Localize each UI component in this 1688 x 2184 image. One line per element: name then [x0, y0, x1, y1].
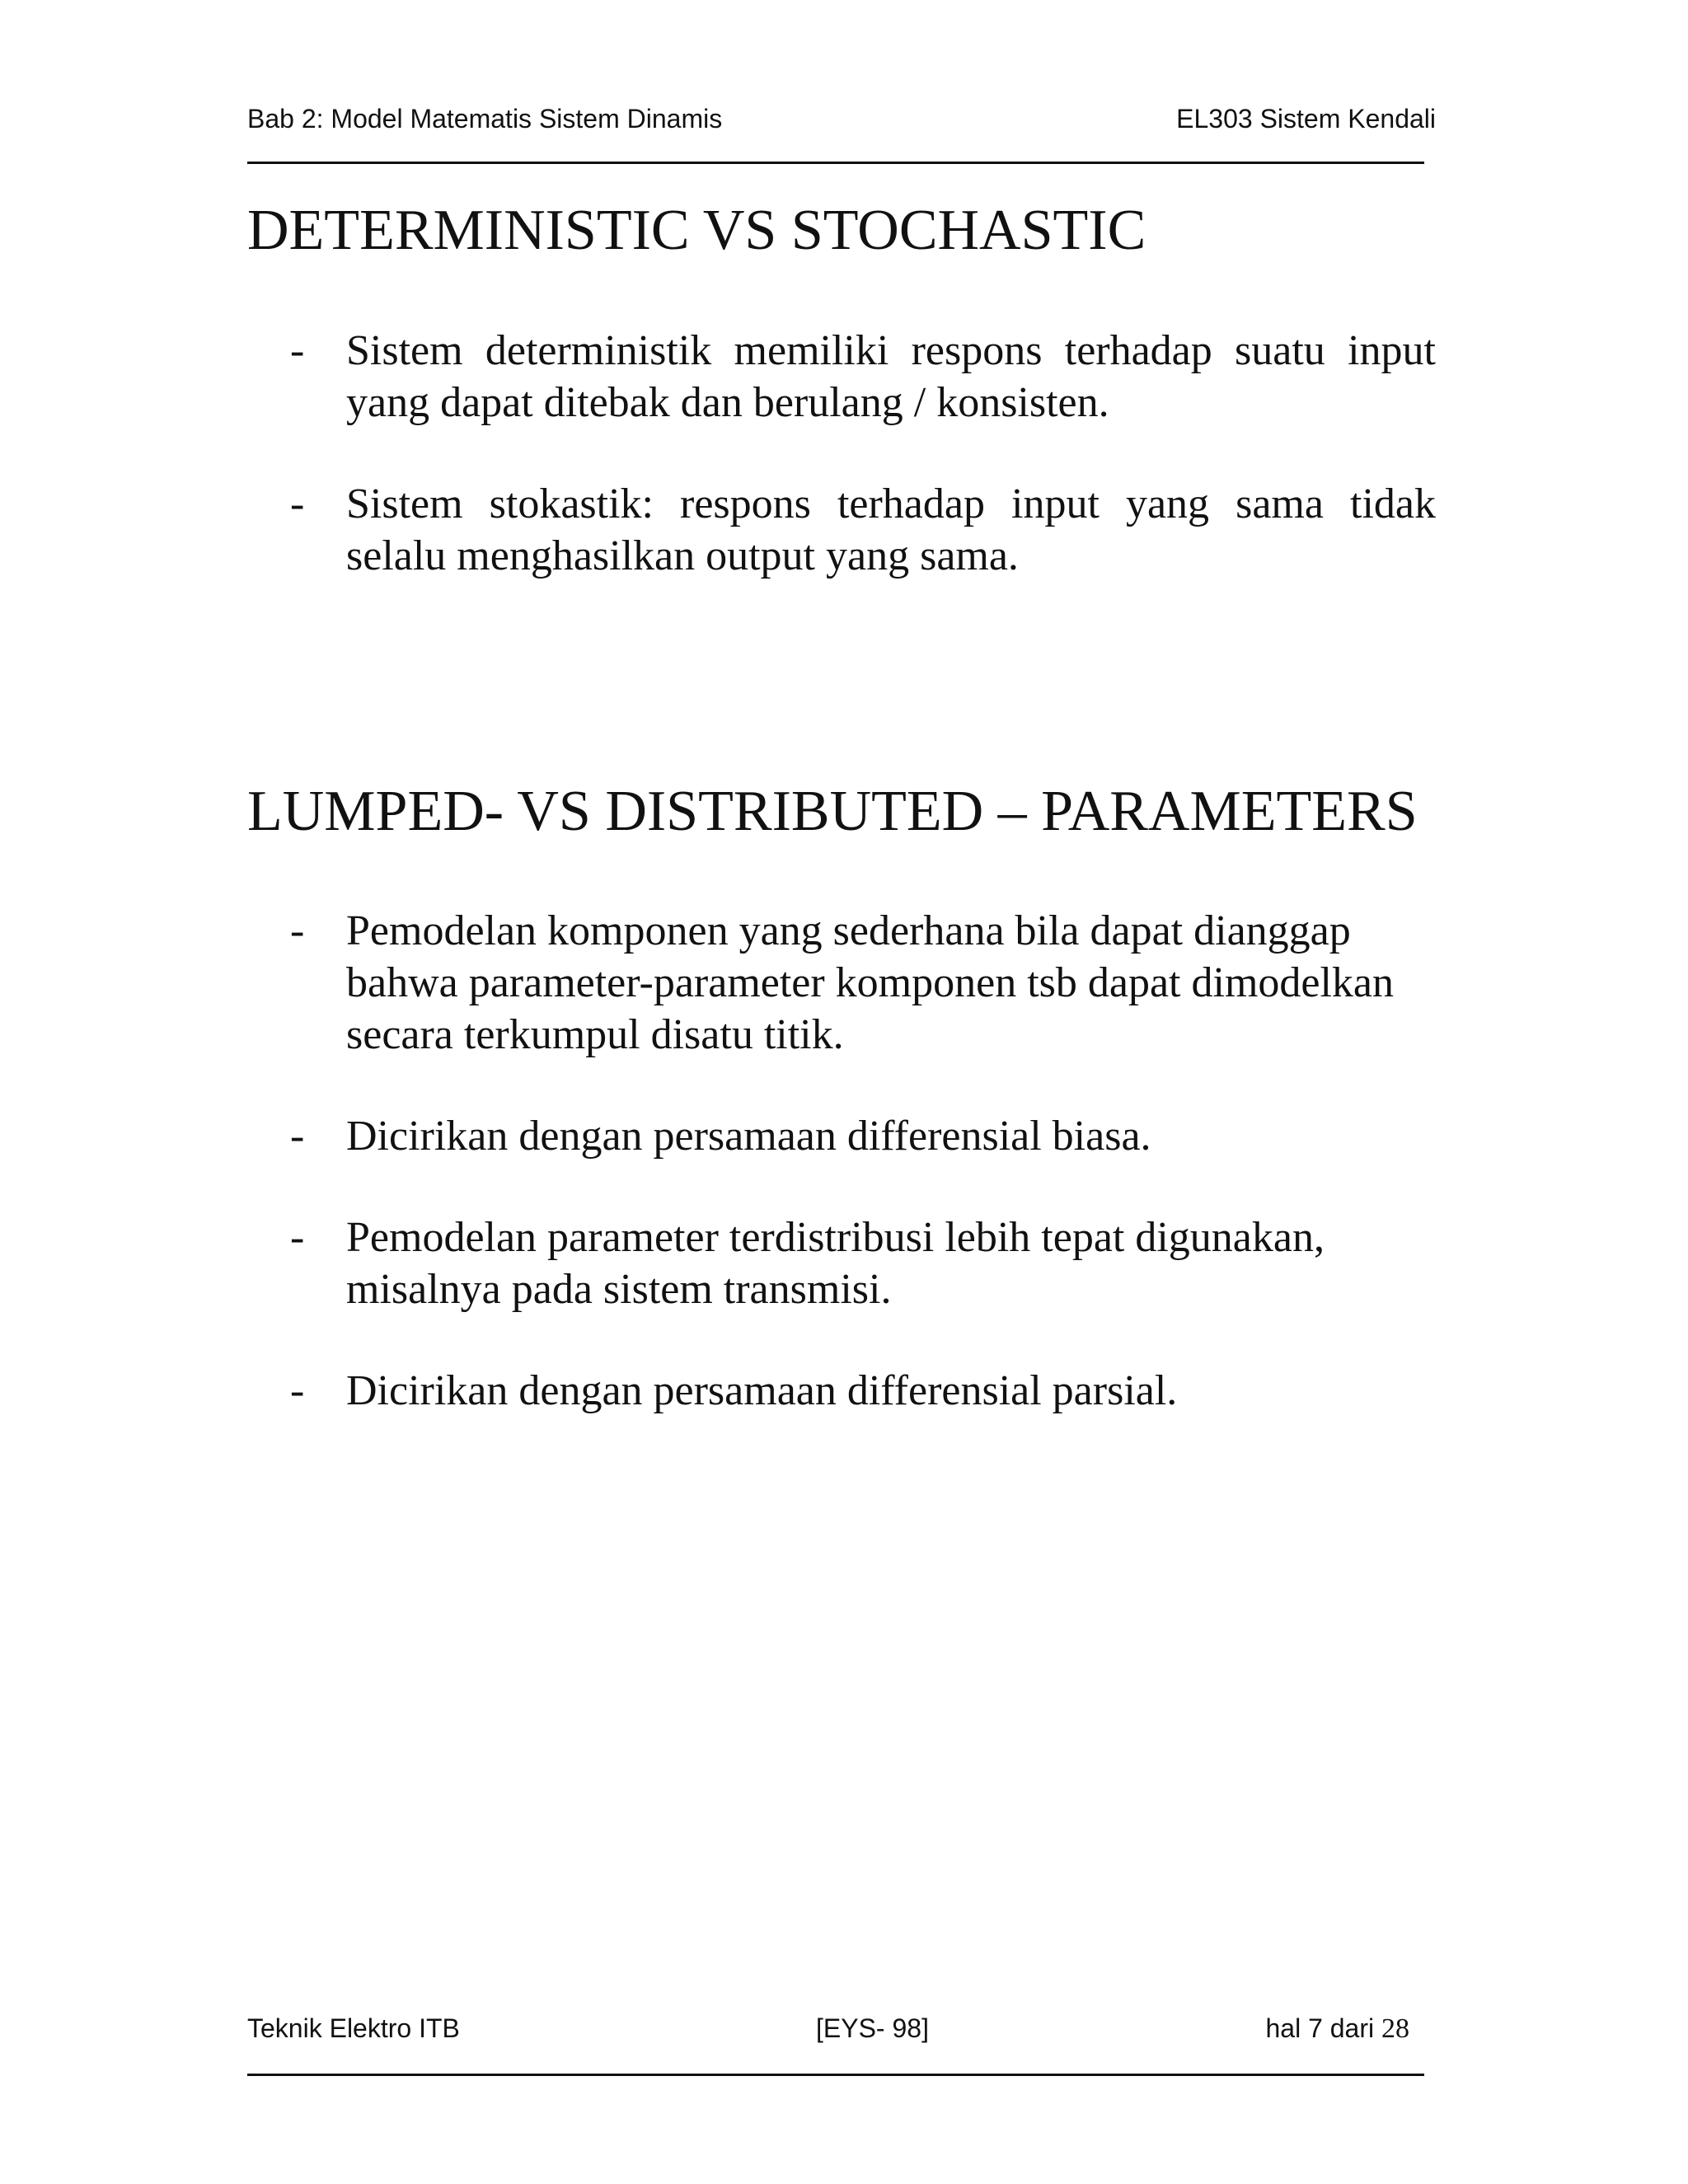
- footer-page-prefix: hal 7 dari: [1265, 2013, 1375, 2043]
- list-item: [290, 1110, 1436, 1162]
- list-item: [290, 478, 1436, 582]
- bullet-list-deterministic: [290, 325, 1436, 631]
- bullet-marker: -: [290, 907, 305, 954]
- footer-rule: [247, 2074, 1424, 2076]
- footer-page-number: [1265, 2007, 1409, 2050]
- bullet-list-lumped: [290, 905, 1436, 1466]
- footer-department: Teknik Elektro ITB: [247, 2013, 460, 2043]
- list-item: [290, 1212, 1436, 1315]
- list-item: [290, 905, 1436, 1061]
- header-chapter-title: Bab 2: Model Matematis Sistem Dinamis: [247, 104, 723, 134]
- bullet-marker: -: [290, 480, 305, 527]
- section-title-deterministic: DETERMINISTIC VS STOCHASTIC: [247, 199, 1146, 262]
- list-item-text: Dicirikan dengan persamaan differensial biasa.: [346, 1113, 1151, 1160]
- page-header: [247, 97, 1436, 140]
- bullet-marker: -: [290, 327, 305, 374]
- footer-page-total: 28: [1381, 2013, 1409, 2044]
- list-item: [290, 1365, 1436, 1417]
- footer-code: [EYS- 98]: [816, 2013, 929, 2043]
- list-item: [290, 325, 1436, 429]
- header-course-title: EL303 Sistem Kendali: [1176, 104, 1436, 134]
- list-item-text: Dicirikan dengan persamaan differensial parsial.: [346, 1367, 1178, 1414]
- section-title-lumped: LUMPED- VS DISTRIBUTED – PARAMETERS: [247, 780, 1418, 843]
- bullet-marker: -: [290, 1214, 305, 1261]
- bullet-marker: -: [290, 1367, 305, 1414]
- header-rule: [247, 162, 1424, 164]
- bullet-marker: -: [290, 1113, 305, 1160]
- list-item-text: Sistem deterministik memiliki respons terhadap suatu input yang dapat ditebak dan berulang / konsisten.: [346, 327, 1436, 426]
- list-item-text: Pemodelan parameter terdistribusi lebih tepat digunakan, misalnya pada sistem transmisi.: [346, 1214, 1325, 1313]
- page-footer: [247, 2007, 1424, 2050]
- list-item-text: Pemodelan komponen yang sederhana bila dapat dianggap bahwa parameter-parameter komponen tsb dapat dimodelkan secara terkumpul disatu titik.: [346, 907, 1395, 1058]
- list-item-text: Sistem stokastik: respons terhadap input yang sama tidak selalu menghasilkan output yang sama.: [346, 480, 1436, 579]
